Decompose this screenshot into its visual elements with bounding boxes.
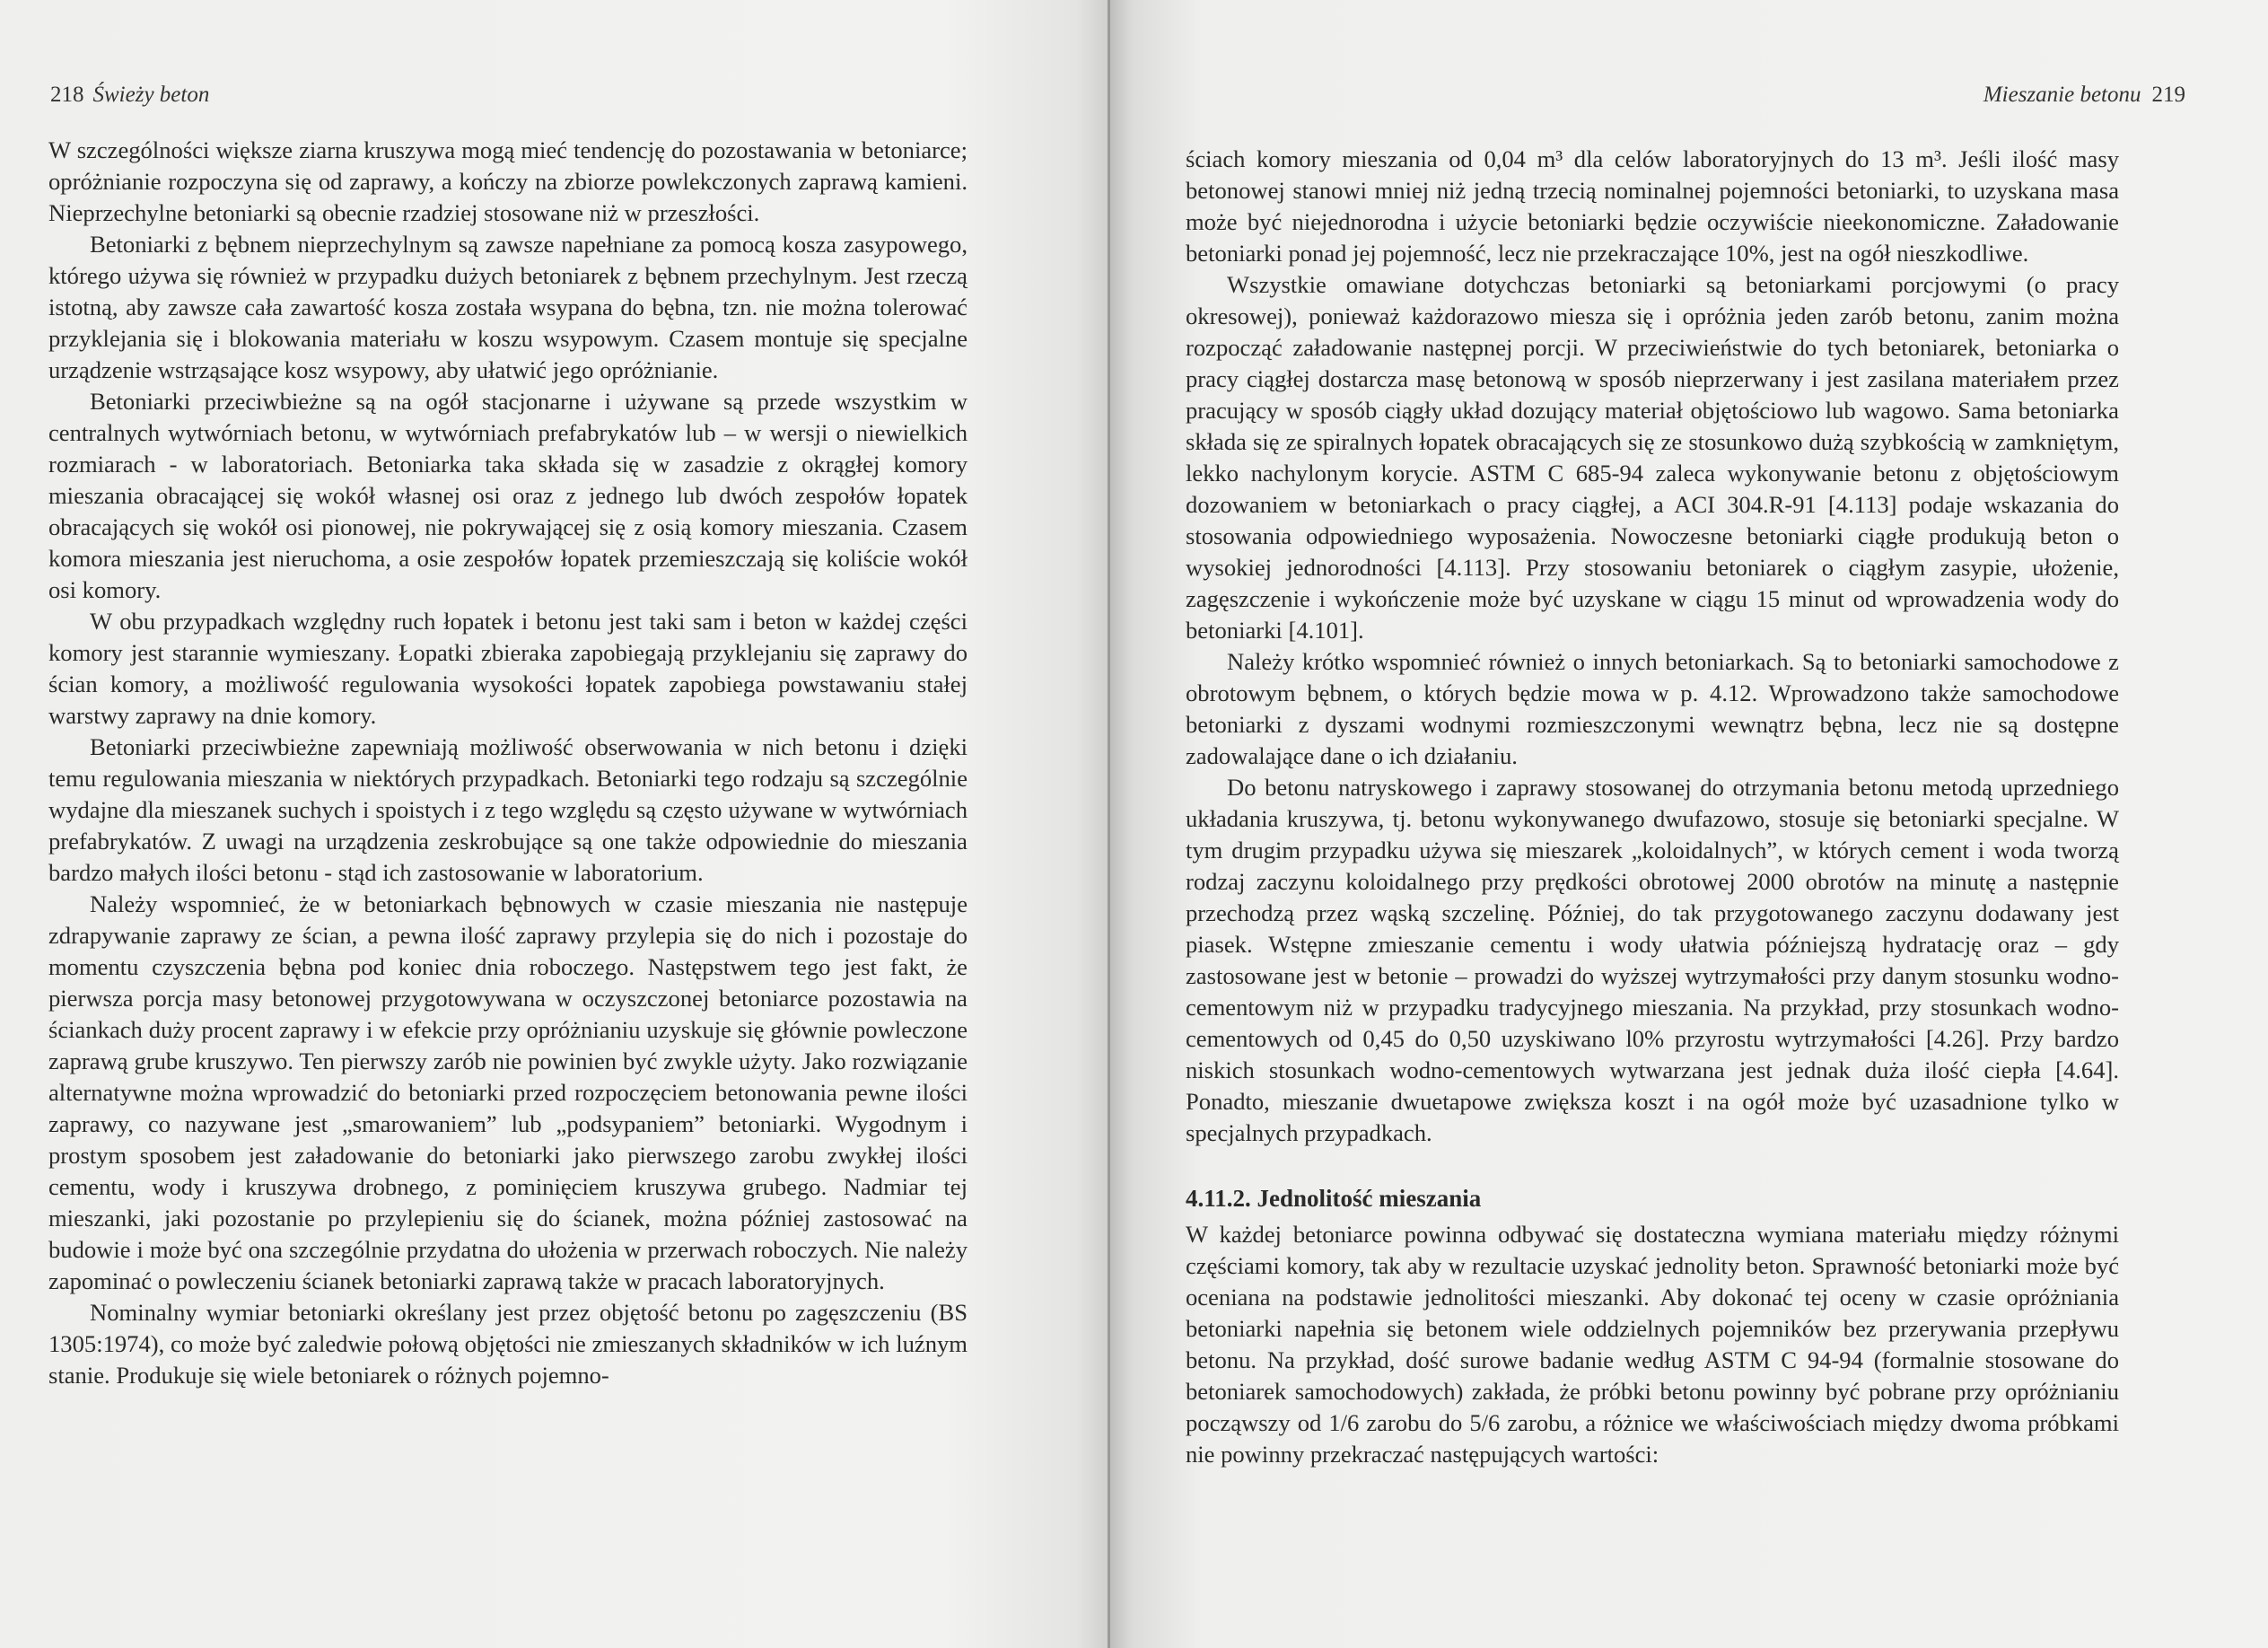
paragraph: Betoniarki z bębnem nieprzechylnym są zawsze napełniane za pomocą kosza zasypowego, którego używa się również w przypadku dużych betoniarek z bębnem przechylnym. Jest rzeczą istotną, aby zawsze cała zawartość kosza została wsypana do bębna, tzn. nie można tolerować przyklejania się i blokowania materiału w koszu wsypowym. Czasem montuje się specjalne urządzenie wstrząsające kosz wsypowy, aby ułatwić jego opróżnianie. [48, 231, 968, 383]
left-page-header [50, 83, 209, 108]
paragraph: Nominalny wymiar betoniarki określany jest przez objętość betonu po zagęszczeniu (BS 1305:1974), co może być zaledwie połową objętości nie zmieszanych składników w ich luźnym stanie. Produkuje się wiele betoniarek o różnych pojemno- [48, 1299, 968, 1389]
left-page-number: 218 [50, 83, 84, 107]
book-gutter [1108, 0, 1110, 1648]
right-page-number: 219 [2151, 83, 2185, 107]
paragraph: Należy wspomnieć, że w betoniarkach bębnowych w czasie mieszania nie następuje zdrapywanie zaprawy ze ścian, a pewna ilość zaprawy przylepia się do nich i pozostaje do momentu czyszczenia bębna pod koniec dnia roboczego. Następstwem tego jest fakt, że pierwsza porcja masy betonowej przygotowywana w oczyszczonej betoniarce pozostawia na ściankach duży procent zaprawy i w efekcie przy opróżnianiu uzyskuje się głównie powleczone zaprawą grube kruszywo. Ten pierwszy zarób nie powinien być zwykle użyty. Jako rozwiązanie alternatywne można wprowadzić do betoniarki przed rozpoczęciem betonowania pewne ilości zaprawy, co nazywane jest „smarowaniem” lub „podsypaniem” betoniarki. Wygodnym i prostym sposobem jest załadowanie do betoniarki jako pierwszego zarobu zwykłej ilości cementu, wody i kruszywa drobnego, z pominięciem kruszywa grubego. Nadmiar tej mieszanki, jaki pozostanie po przylepieniu się do ścianek, można później zastosować na budowie i może być ona szczególnie przydatna do ułożenia w przerwach roboczych. Nie należy zapominać o powleczeniu ścianek betoniarki zaprawą także w pracach laboratoryjnych. [48, 890, 968, 1294]
paragraph: W szczególności większe ziarna kruszywa mogą mieć tendencję do pozostawania w betoniarce; opróżnianie rozpoczyna się od zaprawy, a kończy na zbiorze powlekczonych zaprawą kamieni. Nieprzechylne betoniarki są obecnie rzadziej stosowane niż w przeszłości. [48, 136, 968, 226]
paragraph: Betoniarki przeciwbieżne zapewniają możliwość obserwowania w nich betonu i dzięki temu regulowania mieszania w niektórych przypadkach. Betoniarki tego rodzaju są szczególnie wydajne dla mieszanek suchych i spoistych i z tego względu są często używane w wytwórniach prefabrykatów. Z uwagi na urządzenia zeskrobujące są one także odpowiednie do mieszania bardzo małych ilości betonu - stąd ich zastosowanie w laboratorium. [48, 733, 968, 886]
paragraph: ściach komory mieszania od 0,04 m³ dla celów laboratoryjnych do 13 m³. Jeśli ilość masy betonowej stanowi mniej niż jedną trzecią nominalnej pojemności betoniarki, to uzyskana masa może być niejednorodna i użycie betoniarki będzie oczywiście nieekonomiczne. Załadowanie betoniarki ponad jej pojemność, lecz nie przekraczające 10%, jest na ogół nieszkodliwe. [1186, 145, 2119, 267]
section-heading: 4.11.2. Jednolitość mieszania [1186, 1185, 1482, 1212]
right-text-block [1186, 144, 2119, 1470]
paragraph: W każdej betoniarce powinna odbywać się dostateczna wymiana materiału między różnymi częściami komory, tak aby w rezultacie uzyskać jednolity beton. Sprawność betoniarki może być oceniana na podstawie jednolitości mieszanki. Aby dokonać tej oceny w czasie opróżniania betoniarki napełnia się betonem wiele oddzielnych pojemników bez przerywania przepływu betonu. Na przykład, dość surowe badanie według ASTM C 94-94 (formalnie stosowane do betoniarek samochodowych) zakłada, że próbki betonu powinny być pobrane przy opróżnianiu począwszy od 1/6 zarobu do 5/6 zarobu, a różnice we właściwościach między dwoma próbkami nie powinny przekraczać następujących wartości: [1186, 1221, 2119, 1468]
right-page-header [1983, 83, 2185, 108]
paragraph: Należy krótko wspomnieć również o innych betoniarkach. Są to betoniarki samochodowe z obrotowym bębnem, o których będzie mowa w p. 4.12. Wprowadzono także samochodowe betoniarki z dyszami wodnymi rozmieszczonymi wewnątrz bębna, lecz nie są dostępne zadowalające dane o ich działaniu. [1186, 648, 2119, 769]
left-text-block [48, 135, 968, 1391]
right-running-title: Mieszanie betonu [1983, 83, 2141, 107]
left-running-title: Świeży beton [92, 83, 210, 107]
paragraph: W obu przypadkach względny ruch łopatek i betonu jest taki sam i beton w każdej części komory jest starannie wymieszany. Łopatki zbieraka zapobiegają przyklejaniu się zaprawy do ścian komory, a możliwość regulowania wysokości łopatek zapobiega powstawaniu stałej warstwy zaprawy na dnie komory. [48, 608, 968, 729]
paragraph: Do betonu natryskowego i zaprawy stosowanej do otrzymania betonu metodą uprzedniego układania kruszywa, tj. betonu wykonywanego dwufazowo, stosuje się betoniarki specjalne. W tym drugim przypadku używa się mieszarek „koloidalnych”, w których cement i woda tworzą rodzaj zaczynu koloidalnego przy prędkości obrotowej 2000 obrotów na minutę a następnie przechodzą przez wąską szczelinę. Później, do tak przygotowanego zaczynu dodawany jest piasek. Wstępne zmieszanie cementu i wody ułatwia późniejszą hydratację oraz – gdy zastosowane jest w betonie – prowadzi do wyższej wytrzymałości przy danym stosunku wodno-cementowym niż w przypadku tradycyjnego mieszania. Na przykład, przy stosunkach wodno-cementowych od 0,45 do 0,50 uzyskiwano l0% przyrostu wytrzymałości [4.26]. Przy bardzo niskich stosunkach wodno-cementowych wytwarzana jest jednak duża ilość ciepła [4.64]. Ponadto, mieszanie dwuetapowe zwiększa koszt i na ogół może być uzasadnione tylko w specjalnych przypadkach. [1186, 774, 2119, 1146]
paragraph: Wszystkie omawiane dotychczas betoniarki są betoniarkami porcjowymi (o pracy okresowej), ponieważ każdorazowo miesza się i opróżnia jeden zarób betonu, zanim można rozpocząć załadowanie następnej porcji. W przeciwieństwie do tych betoniarek, betoniarka o pracy ciągłej dostarcza masę betonową w sposób nieprzerwany i jest zasilana materiałem przez pracujący w sposób ciągły układ dozujący materiał objętościowo lub wagowo. Sama betoniarka składa się ze spiralnych łopatek obracających się ze stosunkowo dużą szybkością w zamkniętym, lekko nachylonym korycie. ASTM C 685-94 zaleca wykonywanie betonu z objętościowym dozowaniem w betoniarkach o pracy ciągłej, a ACI 304.R-91 [4.113] podaje wskazania do stosowania odpowiedniego wyposażenia. Nowoczesne betoniarki ciągłe produkują beton o wysokiej jednorodności [4.113]. Przy stosowaniu betoniarek o ciągłym zasypie, ułożenie, zagęszczenie i wykończenie może być uzyskane w ciągu 15 minut od wprowadzenia wody do betoniarki [4.101]. [1186, 271, 2119, 644]
left-page [0, 0, 1109, 1648]
paragraph: Betoniarki przeciwbieżne są na ogół stacjonarne i używane są przede wszystkim w centralnych wytwórniach betonu, w wytwórniach prefabrykatów lub – w wersji o niewielkich rozmiarach - w laboratoriach. Betoniarka taka składa się w zasadzie z okrągłej komory mieszania obracającej się wokół własnej osi oraz z jednego lub dwóch zespołów łopatek obracających się wokół osi pionowej, nie pokrywającej się z osią komory mieszania. Czasem komora mieszania jest nieruchoma, a osie zespołów łopatek przemieszczają się koliście wokół osi komory. [48, 388, 968, 603]
